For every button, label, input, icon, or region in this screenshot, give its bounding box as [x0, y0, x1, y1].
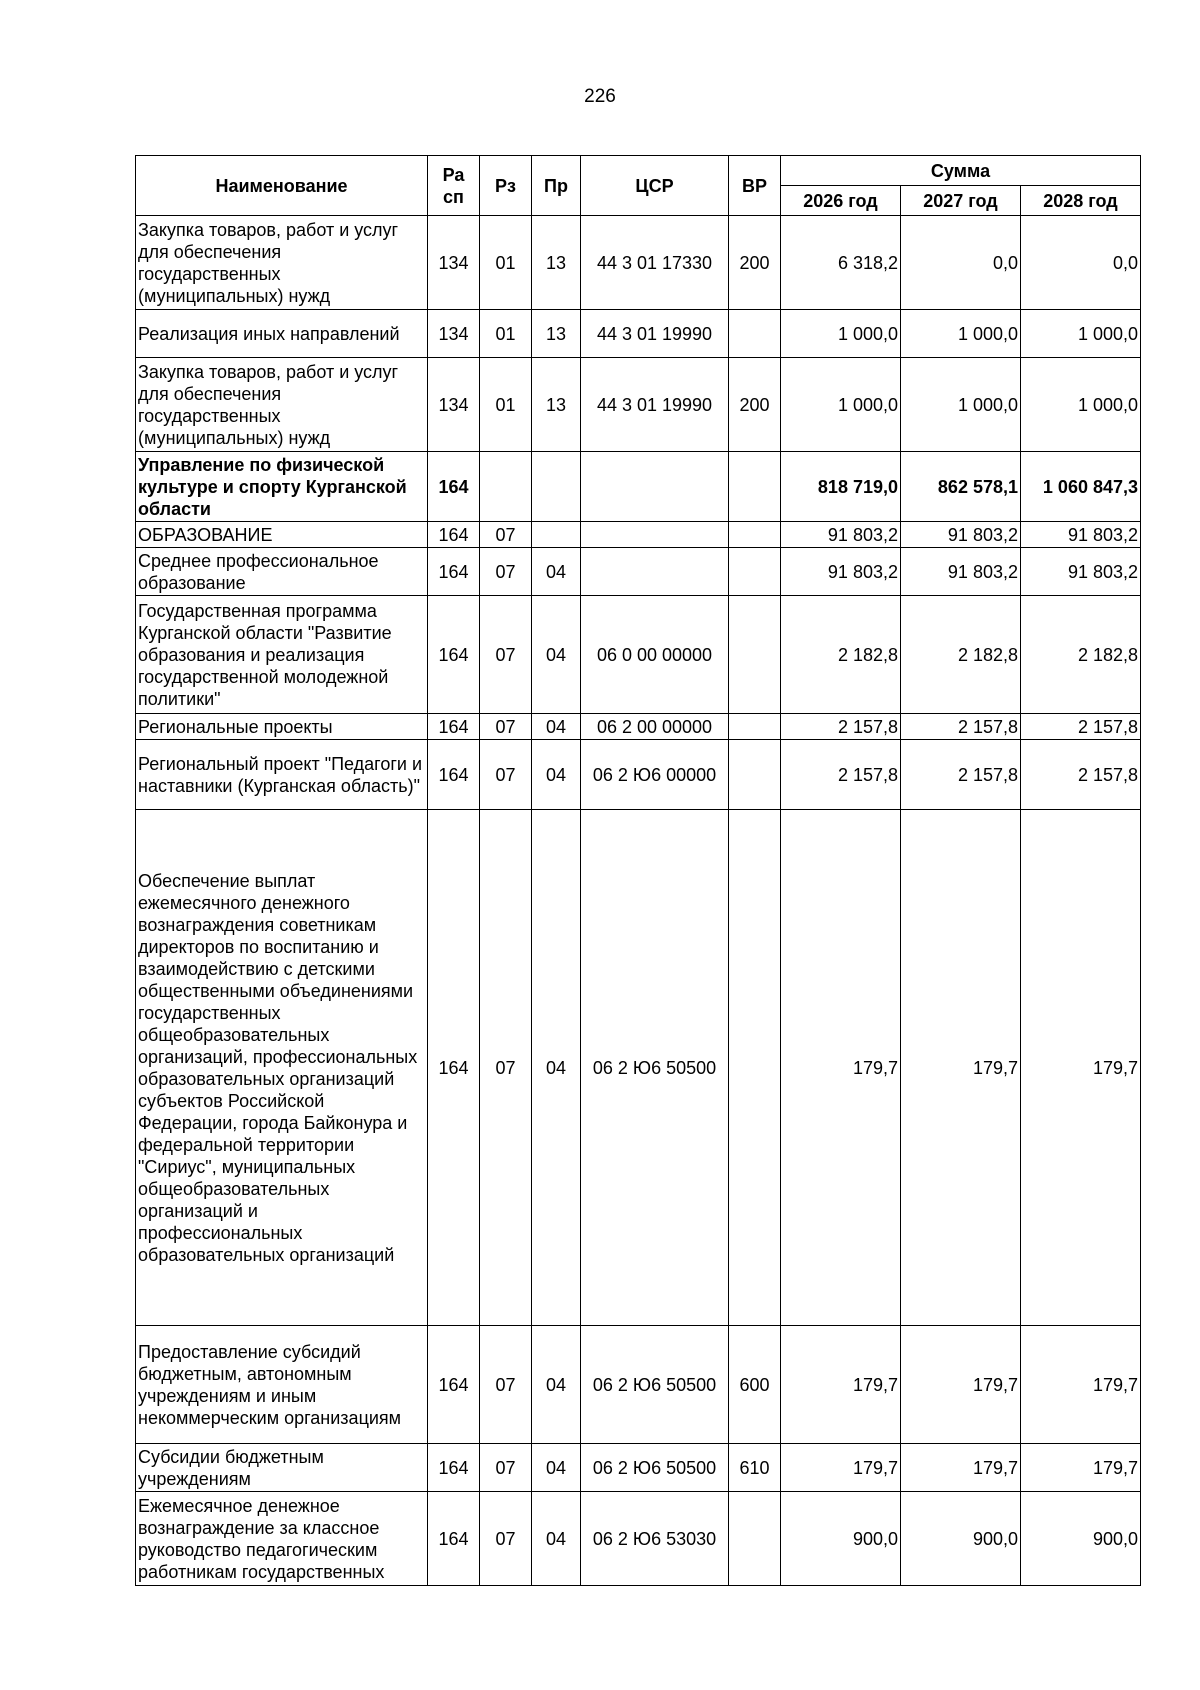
row-pr: [532, 452, 581, 522]
row-sum-2027: 2 182,8: [901, 596, 1021, 714]
row-sum-2026: 2 182,8: [781, 596, 901, 714]
row-rz: 01: [480, 310, 532, 358]
row-sum-2028: 179,7: [1021, 1326, 1141, 1444]
table-row: [136, 452, 1141, 522]
row-sum-2027: 179,7: [901, 1444, 1021, 1492]
table-row: [136, 596, 1141, 714]
row-vr: 610: [729, 1444, 781, 1492]
table-row: [136, 810, 1141, 1326]
row-rz: 07: [480, 522, 532, 548]
row-csr: 44 3 01 17330: [581, 216, 729, 310]
header-rz: Рз: [480, 156, 532, 216]
header-year-2027: 2027 год: [901, 186, 1021, 216]
row-name: Обеспечение выплат ежемесячного денежного вознаграждения советникам директоров по воспитанию и взаимодействию с детскими общественными объединениями государственных общеобразовательных организаций, профессиональных образовательных организаций субъектов Российской Федерации, города Байконура и федеральной территории "Сириус", муниципальных общеобразовательных организаций и профессиональных образовательных организаций: [136, 810, 428, 1326]
row-pr: 04: [532, 1492, 581, 1586]
row-sum-2026: 1 000,0: [781, 310, 901, 358]
row-vr: [729, 810, 781, 1326]
header-sum: Сумма: [781, 156, 1141, 186]
row-rz: 07: [480, 596, 532, 714]
row-csr: [581, 522, 729, 548]
table-row: [136, 358, 1141, 452]
table-row: [136, 1444, 1141, 1492]
row-rz: 07: [480, 740, 532, 810]
row-sum-2028: 1 000,0: [1021, 310, 1141, 358]
row-rz: 01: [480, 216, 532, 310]
row-csr: 06 2 Ю6 53030: [581, 1492, 729, 1586]
header-name: Наименование: [136, 156, 428, 216]
row-name: Закупка товаров, работ и услуг для обеспечения государственных (муниципальных) нужд: [136, 358, 428, 452]
row-sum-2026: 179,7: [781, 1444, 901, 1492]
row-vr: [729, 522, 781, 548]
row-sum-2026: 91 803,2: [781, 522, 901, 548]
table-body: [136, 216, 1141, 1586]
row-sum-2027: 91 803,2: [901, 548, 1021, 596]
row-csr: 44 3 01 19990: [581, 358, 729, 452]
row-rz: 07: [480, 810, 532, 1326]
row-pr: [532, 522, 581, 548]
table-row: [136, 740, 1141, 810]
row-sum-2028: 179,7: [1021, 1444, 1141, 1492]
row-rasp: 164: [428, 1326, 480, 1444]
row-sum-2026: 2 157,8: [781, 714, 901, 740]
table-row: [136, 522, 1141, 548]
budget-table: [135, 155, 1141, 1586]
row-csr: [581, 548, 729, 596]
row-sum-2027: 91 803,2: [901, 522, 1021, 548]
row-pr: 04: [532, 1444, 581, 1492]
row-sum-2027: 900,0: [901, 1492, 1021, 1586]
row-csr: 06 0 00 00000: [581, 596, 729, 714]
table-row: [136, 216, 1141, 310]
row-sum-2028: 0,0: [1021, 216, 1141, 310]
table-row: [136, 1492, 1141, 1586]
header-vr: ВР: [729, 156, 781, 216]
row-sum-2028: 179,7: [1021, 810, 1141, 1326]
row-vr: [729, 310, 781, 358]
row-rz: 07: [480, 714, 532, 740]
row-name: Управление по физической культуре и спорту Курганской области: [136, 452, 428, 522]
row-sum-2026: 179,7: [781, 1326, 901, 1444]
row-csr: 06 2 00 00000: [581, 714, 729, 740]
row-pr: 04: [532, 596, 581, 714]
row-name: Региональный проект "Педагоги и наставники (Курганская область)": [136, 740, 428, 810]
row-sum-2027: 1 000,0: [901, 358, 1021, 452]
row-name: Реализация иных направлений: [136, 310, 428, 358]
row-vr: [729, 714, 781, 740]
row-csr: 44 3 01 19990: [581, 310, 729, 358]
row-sum-2026: 2 157,8: [781, 740, 901, 810]
page-number: 226: [584, 86, 616, 107]
row-pr: 13: [532, 358, 581, 452]
row-pr: 04: [532, 1326, 581, 1444]
row-pr: 04: [532, 810, 581, 1326]
row-sum-2028: 2 182,8: [1021, 596, 1141, 714]
row-csr: 06 2 Ю6 50500: [581, 1326, 729, 1444]
row-sum-2028: 2 157,8: [1021, 714, 1141, 740]
row-pr: 04: [532, 740, 581, 810]
row-csr: [581, 452, 729, 522]
row-name: Среднее профессиональное образование: [136, 548, 428, 596]
row-sum-2026: 6 318,2: [781, 216, 901, 310]
row-vr: 200: [729, 358, 781, 452]
row-rz: 07: [480, 1444, 532, 1492]
row-rz: 07: [480, 548, 532, 596]
row-sum-2028: 91 803,2: [1021, 548, 1141, 596]
table-row: [136, 714, 1141, 740]
row-rasp: 164: [428, 452, 480, 522]
row-rasp: 164: [428, 1492, 480, 1586]
row-vr: 200: [729, 216, 781, 310]
row-sum-2026: 900,0: [781, 1492, 901, 1586]
row-pr: 13: [532, 310, 581, 358]
row-rz: 07: [480, 1492, 532, 1586]
row-rasp: 164: [428, 596, 480, 714]
row-name: Государственная программа Курганской области "Развитие образования и реализация государственной молодежной политики": [136, 596, 428, 714]
row-sum-2028: 1 060 847,3: [1021, 452, 1141, 522]
table-row: [136, 1326, 1141, 1444]
row-sum-2028: 2 157,8: [1021, 740, 1141, 810]
row-rasp: 164: [428, 522, 480, 548]
row-sum-2028: 900,0: [1021, 1492, 1141, 1586]
row-csr: 06 2 Ю6 50500: [581, 1444, 729, 1492]
row-rasp: 134: [428, 216, 480, 310]
row-vr: 600: [729, 1326, 781, 1444]
row-name: Субсидии бюджетным учреждениям: [136, 1444, 428, 1492]
row-sum-2028: 1 000,0: [1021, 358, 1141, 452]
row-name: Закупка товаров, работ и услуг для обеспечения государственных (муниципальных) нужд: [136, 216, 428, 310]
row-pr: 13: [532, 216, 581, 310]
header-rasp: Ра сп: [428, 156, 480, 216]
row-rz: 07: [480, 1326, 532, 1444]
row-vr: [729, 452, 781, 522]
row-sum-2026: 91 803,2: [781, 548, 901, 596]
row-vr: [729, 740, 781, 810]
row-csr: 06 2 Ю6 50500: [581, 810, 729, 1326]
row-csr: 06 2 Ю6 00000: [581, 740, 729, 810]
row-rz: [480, 452, 532, 522]
row-rasp: 134: [428, 358, 480, 452]
row-name: ОБРАЗОВАНИЕ: [136, 522, 428, 548]
row-sum-2027: 2 157,8: [901, 740, 1021, 810]
row-vr: [729, 1492, 781, 1586]
row-name: Ежемесячное денежное вознаграждение за классное руководство педагогическим работникам государственных: [136, 1492, 428, 1586]
row-name: Региональные проекты: [136, 714, 428, 740]
row-rz: 01: [480, 358, 532, 452]
header-year-2028: 2028 год: [1021, 186, 1141, 216]
row-sum-2027: 1 000,0: [901, 310, 1021, 358]
row-rasp: 164: [428, 548, 480, 596]
row-vr: [729, 596, 781, 714]
table-row: [136, 548, 1141, 596]
header-csr: ЦСР: [581, 156, 729, 216]
row-rasp: 164: [428, 714, 480, 740]
row-sum-2027: 862 578,1: [901, 452, 1021, 522]
row-rasp: 164: [428, 810, 480, 1326]
row-sum-2027: 0,0: [901, 216, 1021, 310]
header-year-2026: 2026 год: [781, 186, 901, 216]
row-sum-2026: 1 000,0: [781, 358, 901, 452]
row-sum-2026: 179,7: [781, 810, 901, 1326]
row-rasp: 164: [428, 1444, 480, 1492]
row-sum-2028: 91 803,2: [1021, 522, 1141, 548]
row-pr: 04: [532, 714, 581, 740]
header-pr: Пр: [532, 156, 581, 216]
table-row: [136, 310, 1141, 358]
row-rasp: 164: [428, 740, 480, 810]
row-sum-2027: 179,7: [901, 1326, 1021, 1444]
row-sum-2026: 818 719,0: [781, 452, 901, 522]
row-name: Предоставление субсидий бюджетным, автономным учреждениям и иным некоммерческим организациям: [136, 1326, 428, 1444]
row-sum-2027: 2 157,8: [901, 714, 1021, 740]
row-vr: [729, 548, 781, 596]
row-sum-2027: 179,7: [901, 810, 1021, 1326]
row-rasp: 134: [428, 310, 480, 358]
row-pr: 04: [532, 548, 581, 596]
